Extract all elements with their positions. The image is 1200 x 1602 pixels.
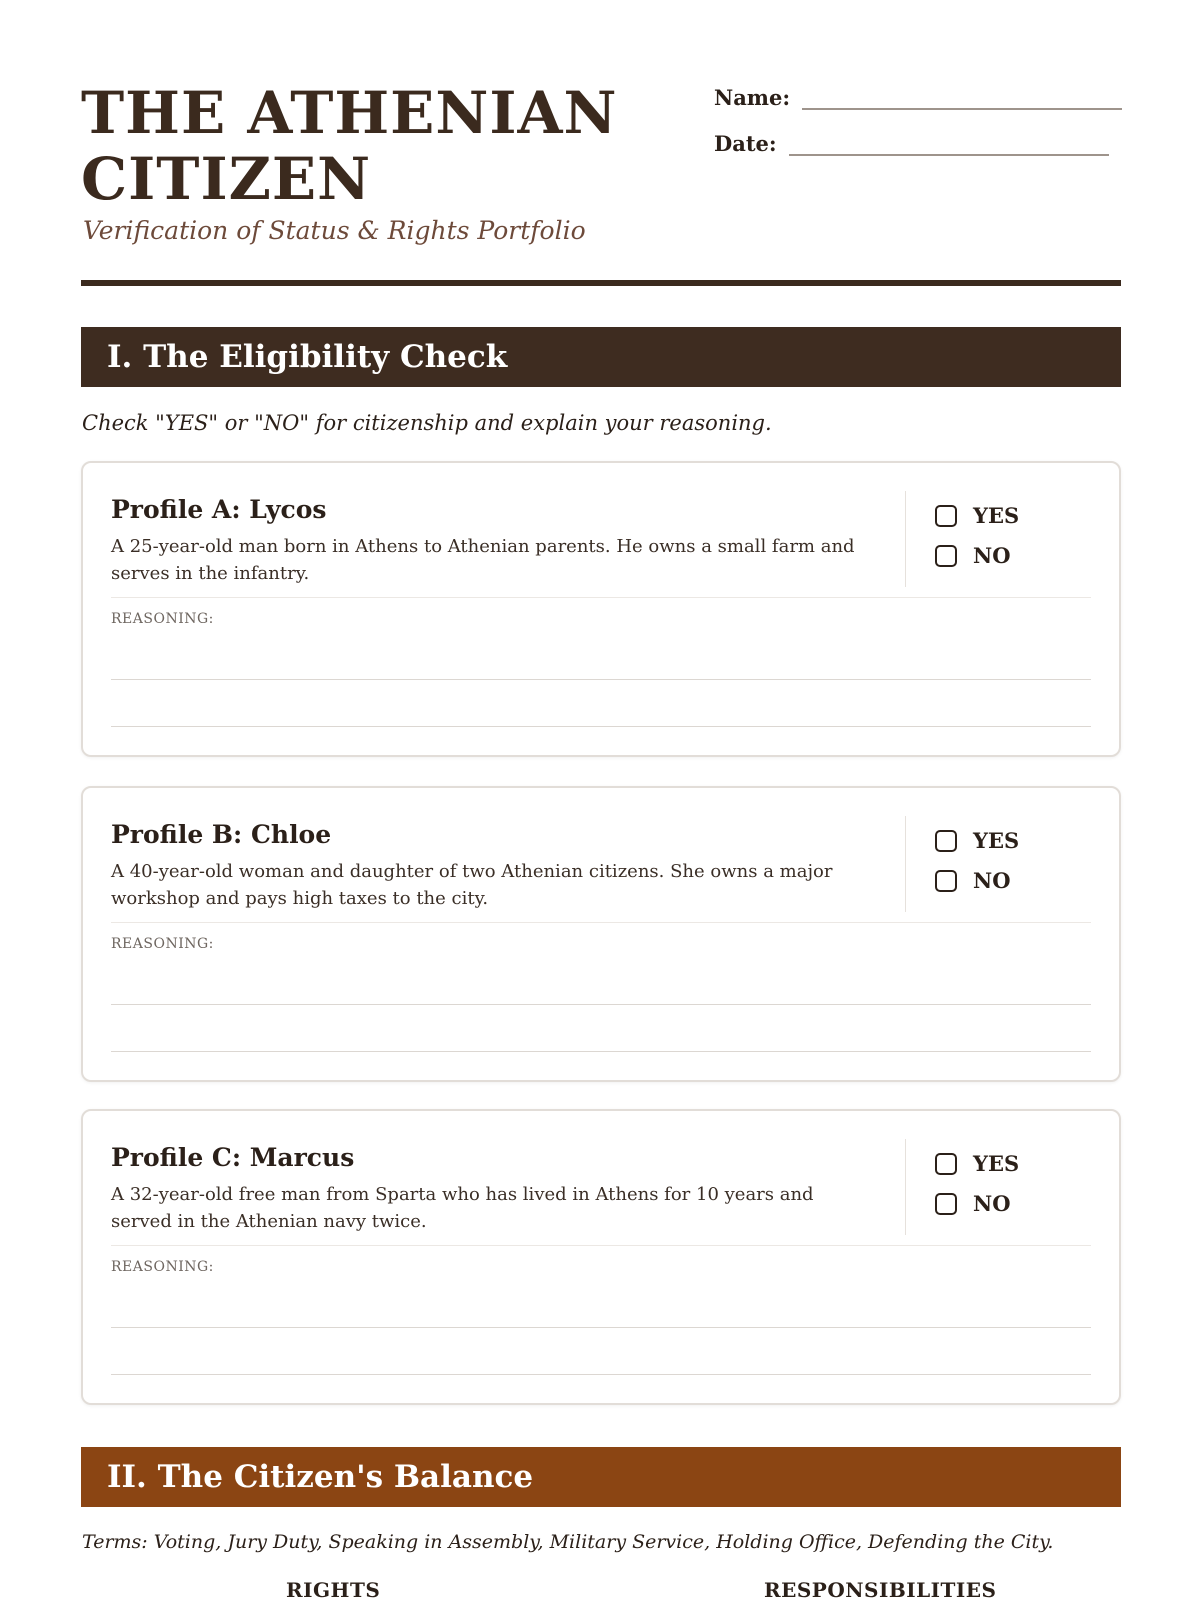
no-checkbox[interactable]	[935, 1193, 957, 1215]
name-field	[714, 84, 1122, 110]
card-horizontal-divider	[111, 597, 1091, 598]
no-checkbox[interactable]	[935, 545, 957, 567]
no-label: NO	[973, 543, 1011, 568]
yes-checkbox[interactable]	[935, 505, 957, 527]
no-option[interactable]	[935, 868, 1011, 893]
yes-checkbox[interactable]	[935, 830, 957, 852]
profile-description: A 25-year-old man born in Athens to Athenian parents. He owns a small farm and serves in the infantry.	[111, 536, 855, 584]
profile-name: Profile A: Lycos	[111, 495, 327, 524]
header-divider	[81, 280, 1121, 286]
reasoning-line-2[interactable]	[111, 726, 1091, 727]
no-option[interactable]	[935, 1191, 1011, 1216]
card-vertical-divider	[905, 816, 906, 912]
yes-checkbox[interactable]	[935, 1153, 957, 1175]
date-field	[714, 130, 1109, 156]
reasoning-line-1[interactable]	[111, 679, 1091, 680]
title-line-2: CITIZEN	[81, 145, 372, 213]
reasoning-line-1[interactable]	[111, 1327, 1091, 1328]
yes-option[interactable]	[935, 828, 1019, 853]
reasoning-line-2[interactable]	[111, 1051, 1091, 1052]
yes-option[interactable]	[935, 1151, 1019, 1176]
profile-name: Profile C: Marcus	[111, 1143, 355, 1172]
reasoning-label: REASONING:	[111, 936, 214, 952]
profile-description: A 40-year-old woman and daughter of two Athenian citizens. She owns a major workshop and pays high taxes to the city.	[111, 861, 833, 909]
date-label: Date:	[714, 131, 777, 156]
card-vertical-divider	[905, 491, 906, 587]
section-balance-heading: II. The Citizen's Balance	[81, 1447, 1121, 1507]
profile-card-b	[81, 786, 1121, 1082]
yes-option[interactable]	[935, 503, 1019, 528]
section-balance-terms: Terms: Voting, Jury Duty, Speaking in Assembly, Military Service, Holding Office, Defending the City.	[82, 1531, 1054, 1553]
date-input-line[interactable]	[789, 130, 1109, 156]
no-label: NO	[973, 868, 1011, 893]
worksheet-page	[81, 0, 1121, 1600]
section-eligibility-heading: I. The Eligibility Check	[81, 327, 1121, 387]
title-line-1: THE ATHENIAN	[81, 79, 618, 147]
section-eligibility-instructions: Check "YES" or "NO" for citizenship and explain your reasoning.	[82, 411, 772, 435]
profile-name: Profile B: Chloe	[111, 820, 332, 849]
name-input-line[interactable]	[802, 84, 1122, 110]
responsibilities-column-heading: RESPONSIBILITIES	[764, 1578, 997, 1602]
card-horizontal-divider	[111, 1245, 1091, 1246]
name-label: Name:	[714, 85, 791, 110]
yes-label: YES	[973, 503, 1020, 528]
profile-description: A 32-year-old free man from Sparta who has lived in Athens for 10 years and served in the Athenian navy twice.	[111, 1184, 814, 1232]
no-label: NO	[973, 1191, 1011, 1216]
profile-card-a	[81, 461, 1121, 757]
reasoning-line-1[interactable]	[111, 1004, 1091, 1005]
worksheet-subtitle: Verification of Status & Rights Portfolio	[83, 216, 586, 245]
reasoning-line-2[interactable]	[111, 1374, 1091, 1375]
rights-column-heading: RIGHTS	[286, 1578, 381, 1602]
card-horizontal-divider	[111, 922, 1091, 923]
no-option[interactable]	[935, 543, 1011, 568]
worksheet-header	[81, 0, 1121, 290]
yes-label: YES	[973, 1151, 1020, 1176]
profile-card-c	[81, 1109, 1121, 1405]
card-vertical-divider	[905, 1139, 906, 1235]
worksheet-title	[81, 80, 681, 212]
reasoning-label: REASONING:	[111, 1259, 214, 1275]
yes-label: YES	[973, 828, 1020, 853]
no-checkbox[interactable]	[935, 870, 957, 892]
reasoning-label: REASONING:	[111, 611, 214, 627]
